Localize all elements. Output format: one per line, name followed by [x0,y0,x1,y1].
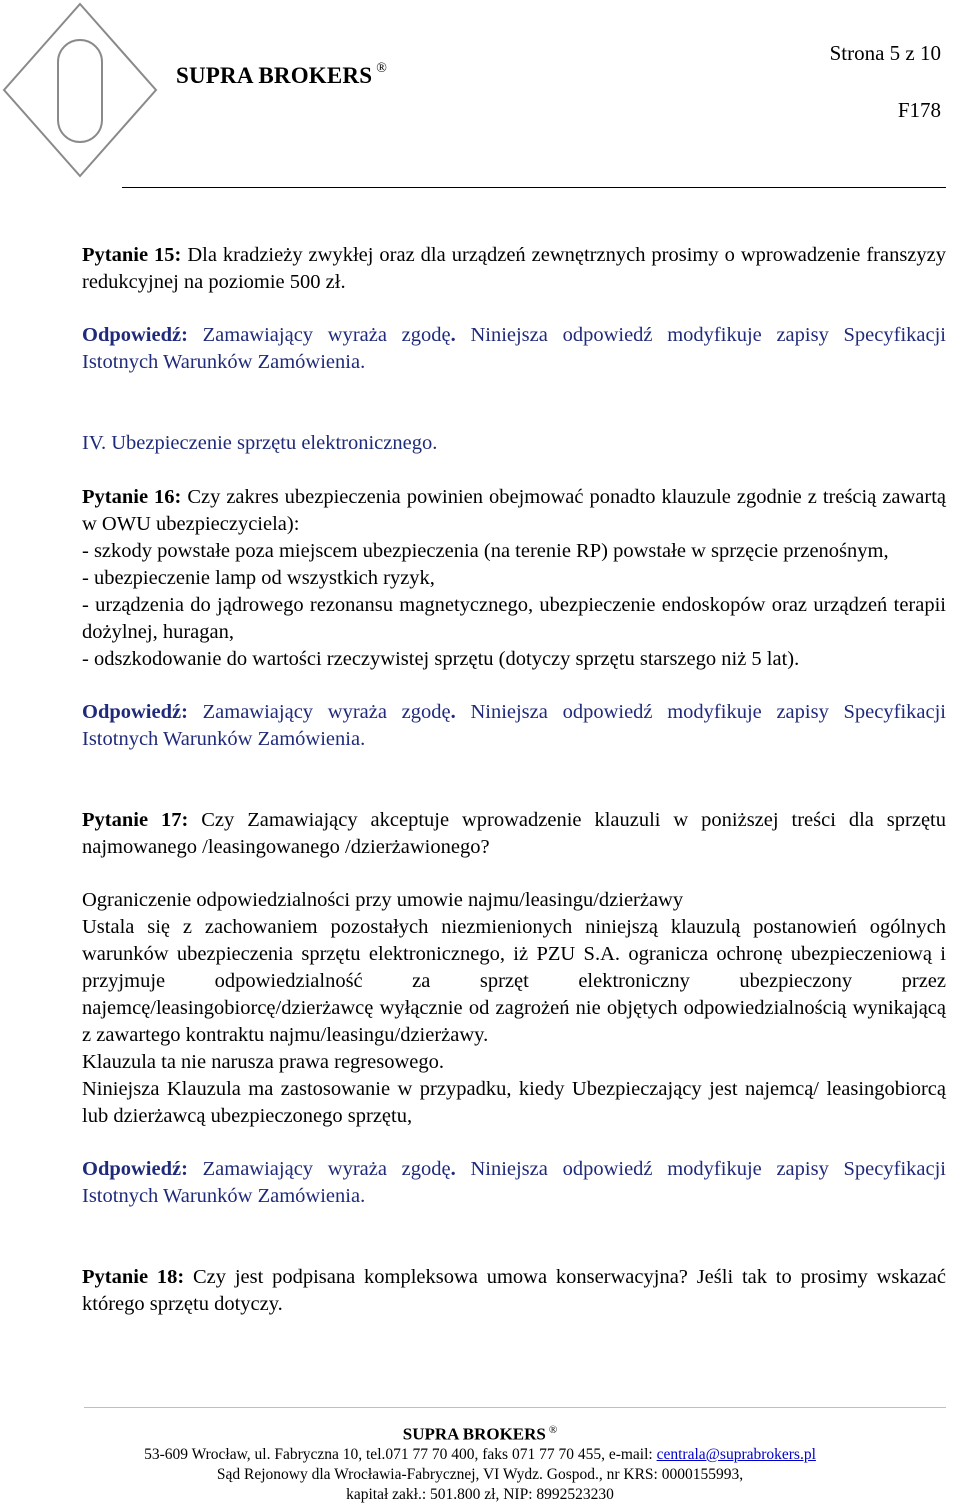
email-link[interactable]: centrala@suprabrokers.pl [656,1445,816,1463]
footer-address: 53-609 Wrocław, ul. Fabryczna 10, tel.071 77 70 400, faks 071 77 70 455, e-mail: centrala@suprabrokers.pl [144,1445,816,1463]
footer [0,1420,960,1505]
answer-16: Odpowiedź: Zamawiający wyraża zgodę. Niniejsza odpowiedź modyfikuje zapisy Specyfikacji Istotnych Warunków Zamówienia. [82,701,946,750]
clause-paragraph: Niniejsza Klauzula ma zastosowanie w przypadku, kiedy Ubezpieczający jest najemcą/ leasingobiorcą lub dzierżawcą ubezpieczonego sprzętu, [82,1078,946,1127]
brand-name: SUPRA BROKERS ® [176,61,388,88]
form-code: F178 [897,98,941,122]
page-number: Strona 5 z 10 [829,41,941,65]
clause-paragraph: Ustala się z zachowaniem pozostałych niezmienionych niniejszą klauzulą postanowień ogólnych warunków ubezpieczenia sprzętu elektronicznego, iż PZU S.A. ogranicza ochronę ubezpieczeniową i przyjmuje odpowiedzialność za sprzęt elektroniczny ubezpieczony przez najemcę/leasingobiorcę/dzierżawcę wyłącznie od zagrożeń nie objętych odpowiedzialnością wynikającą z zawartego kontraktu najmu/leasingu/dzierżawy. [82,916,946,1046]
question-17: Pytanie 17: Czy Zamawiający akceptuje wprowadzenie klauzuli w poniższej treści dla sprzętu najmowanego /leasingowanego /dzierżawionego? [82,809,946,858]
document-body [82,242,946,1318]
question-16: Pytanie 16: Czy zakres ubezpieczenia powinien obejmować ponadto klauzule zgodnie z treścią zawartą w OWU ubezpieczyciela): [82,486,947,535]
question-16-item: - ubezpieczenie lamp od wszystkich ryzyk, [82,567,435,589]
header-divider [122,187,946,188]
question-15: Pytanie 15: Dla kradzieży zwykłej oraz dla urządzeń zewnętrznych prosimy o wprowadzenie franszyzy redukcyjnej na poziomie 500 zł. [82,244,947,293]
footer-court: Sąd Rejonowy dla Wrocławia-Fabrycznej, VI Wydz. Gospod., nr KRS: 0000155993, [216,1465,744,1483]
question-18: Pytanie 18: Czy jest podpisana kompleksowa umowa konserwacyjna? Jeśli tak to prosimy wskazać którego sprzętu dotyczy. [82,1266,946,1315]
question-16-item: - szkody powstałe poza miejscem ubezpieczenia (na terenie RP) powstałe w sprzęcie przenośnym, [82,540,889,562]
question-16-item: - odszkodowanie do wartości rzeczywistej sprzętu (dotyczy sprzętu starszego niż 5 lat). [82,648,800,670]
clause-paragraph: Klauzula ta nie narusza prawa regresowego. [82,1051,444,1073]
supra-brokers-logo-icon [0,0,160,180]
footer-capital: kapitał zakł.: 501.800 zł, NIP: 8992523230 [346,1485,614,1503]
answer-17: Odpowiedź: Zamawiający wyraża zgodę. Niniejsza odpowiedź modyfikuje zapisy Specyfikacji Istotnych Warunków Zamówienia. [82,1158,946,1207]
footer-divider [84,1407,946,1408]
clause-title: Ograniczenie odpowiedzialności przy umowie najmu/leasingu/dzierżawy [82,889,684,911]
footer-brand: SUPRA BROKERS ® [402,1424,558,1444]
answer-15: Odpowiedź: Zamawiający wyraża zgodę. Niniejsza odpowiedź modyfikuje zapisy Specyfikacji Istotnych Warunków Zamówienia. [82,324,946,373]
section-heading: IV. Ubezpieczenie sprzętu elektronicznego. [82,432,438,454]
question-16-item: - urządzenia do jądrowego rezonansu magnetycznego, ubezpieczenie endoskopów oraz urządzeń terapii dożylnej, huragan, [82,594,946,643]
